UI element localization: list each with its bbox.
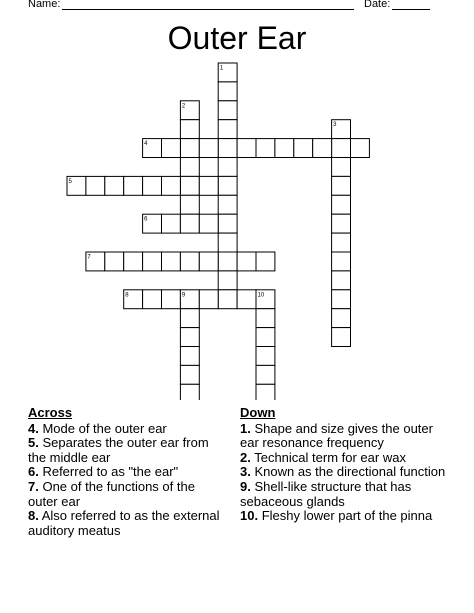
clue-text: Technical term for ear wax <box>250 449 406 465</box>
across-clues <box>28 406 228 538</box>
clue-item <box>240 480 455 509</box>
grid-cell[interactable] <box>199 139 218 158</box>
grid-clue-number: 7 <box>87 254 91 261</box>
grid-cell[interactable] <box>180 309 199 328</box>
grid-cell[interactable] <box>332 176 351 195</box>
grid-cell[interactable] <box>180 328 199 347</box>
clue-text: Mode of the outer ear <box>38 420 167 436</box>
grid-clue-number: 10 <box>257 292 265 299</box>
grid-cell[interactable] <box>332 214 351 233</box>
clue-text: Also referred to as the external auditory meatus <box>28 508 220 538</box>
clue-number: 5. <box>28 435 39 451</box>
grid-cell[interactable] <box>218 101 237 120</box>
date-label: Date: <box>364 0 391 10</box>
grid-clue-number: 8 <box>125 292 129 299</box>
grid-cell[interactable] <box>105 176 124 195</box>
grid-cell[interactable] <box>218 214 237 233</box>
grid-cell[interactable] <box>180 365 199 384</box>
grid-cell[interactable] <box>218 176 237 195</box>
grid-cell[interactable] <box>237 139 256 158</box>
grid-cell[interactable] <box>218 158 237 177</box>
grid-clue-number: 4 <box>144 141 148 148</box>
grid-clue-number: 1 <box>219 65 224 72</box>
grid-cell[interactable] <box>143 176 162 195</box>
grid-cell[interactable] <box>180 214 199 233</box>
grid-cell[interactable] <box>180 195 199 214</box>
grid-cell[interactable] <box>180 252 199 271</box>
grid-cell[interactable] <box>351 139 370 158</box>
grid-clue-number: 3 <box>333 122 337 129</box>
grid-cell[interactable] <box>199 176 218 195</box>
clue-item <box>28 480 228 509</box>
grid-cell[interactable] <box>162 214 181 233</box>
grid-cell[interactable] <box>332 271 351 290</box>
grid-clue-number: 6 <box>144 216 148 223</box>
grid-clue-number: 5 <box>68 178 72 185</box>
grid-cell[interactable] <box>162 290 181 309</box>
grid-cell[interactable] <box>275 139 294 158</box>
clue-text: One of the functions of the outer ear <box>28 478 195 509</box>
grid-cell[interactable] <box>180 139 199 158</box>
grid-cell[interactable] <box>180 120 199 139</box>
clue-item <box>240 451 455 466</box>
grid-cell[interactable] <box>256 252 275 271</box>
grid-cell[interactable] <box>180 176 199 195</box>
clue-number: 3. <box>240 464 251 480</box>
grid-cell[interactable] <box>237 290 256 309</box>
clue-text: Referred to as "the ear" <box>38 464 179 480</box>
grid-cell[interactable] <box>199 252 218 271</box>
grid-cell[interactable] <box>218 290 237 309</box>
grid-cell[interactable] <box>180 384 199 400</box>
grid-cell[interactable] <box>256 139 275 158</box>
grid-cell[interactable] <box>124 252 143 271</box>
clue-item <box>28 509 228 538</box>
clue-item <box>240 465 455 480</box>
grid-cell[interactable] <box>332 139 351 158</box>
grid-cell[interactable] <box>256 347 275 366</box>
clue-number: 2. <box>240 449 251 465</box>
grid-cell[interactable] <box>86 176 105 195</box>
grid-cell[interactable] <box>256 384 275 400</box>
grid-cell[interactable] <box>218 139 237 158</box>
grid-cell[interactable] <box>199 290 218 309</box>
clue-item <box>28 436 228 465</box>
grid-cell[interactable] <box>332 195 351 214</box>
clue-item <box>240 509 455 524</box>
grid-cell[interactable] <box>180 347 199 366</box>
clue-text: Separates the outer ear from the middle ear <box>28 435 209 465</box>
grid-cell[interactable] <box>124 176 143 195</box>
clue-number: 9. <box>240 478 251 494</box>
grid-cell[interactable] <box>105 252 124 271</box>
grid-clue-number: 9 <box>181 292 186 299</box>
grid-cell[interactable] <box>162 252 181 271</box>
across-clue-list <box>28 422 228 539</box>
across-heading: Across <box>28 405 73 420</box>
down-clues <box>240 406 455 524</box>
clue-item <box>240 422 455 451</box>
clue-text: Fleshy lower part of the pinna <box>258 508 433 524</box>
grid-cell[interactable] <box>162 139 181 158</box>
grid-cell[interactable] <box>162 176 181 195</box>
grid-cell[interactable] <box>237 252 256 271</box>
grid-cell[interactable] <box>256 309 275 328</box>
grid-cell[interactable] <box>143 290 162 309</box>
grid-cell[interactable] <box>218 82 237 101</box>
clue-text: Shell-like structure that has sebaceous glands <box>240 478 412 509</box>
grid-cell[interactable] <box>332 328 351 347</box>
grid-cell[interactable] <box>218 252 237 271</box>
down-clue-list <box>240 422 455 524</box>
clue-number: 6. <box>28 464 39 480</box>
grid-cell[interactable] <box>218 195 237 214</box>
grid-cell[interactable] <box>332 233 351 252</box>
name-label: Name: <box>28 0 61 10</box>
clue-number: 10. <box>240 508 259 524</box>
grid-clue-number: 2 <box>181 103 186 110</box>
down-heading: Down <box>240 405 276 420</box>
grid-cell[interactable] <box>218 233 237 252</box>
page-title: Outer Ear <box>167 20 307 56</box>
grid-cell[interactable] <box>218 120 237 139</box>
grid-cell[interactable] <box>218 271 237 290</box>
clue-text: Known as the directional function <box>250 464 446 480</box>
grid-cell[interactable] <box>332 290 351 309</box>
grid-cell[interactable] <box>199 214 218 233</box>
grid-cell[interactable] <box>332 252 351 271</box>
grid-cell[interactable] <box>313 139 332 158</box>
clue-number: 1. <box>240 420 251 436</box>
clue-text: Shape and size gives the outer ear resonance frequency <box>240 420 433 451</box>
grid-cell[interactable] <box>143 252 162 271</box>
clue-number: 7. <box>28 478 39 494</box>
grid-cell[interactable] <box>332 309 351 328</box>
grid-cell[interactable] <box>256 328 275 347</box>
clue-number: 4. <box>28 420 39 436</box>
grid-cell[interactable] <box>294 139 313 158</box>
clue-item <box>28 422 228 437</box>
grid-cell[interactable] <box>256 365 275 384</box>
clue-item <box>28 465 228 480</box>
grid-cell[interactable] <box>332 158 351 177</box>
grid-cell[interactable] <box>180 158 199 177</box>
clue-number: 8. <box>28 508 39 524</box>
